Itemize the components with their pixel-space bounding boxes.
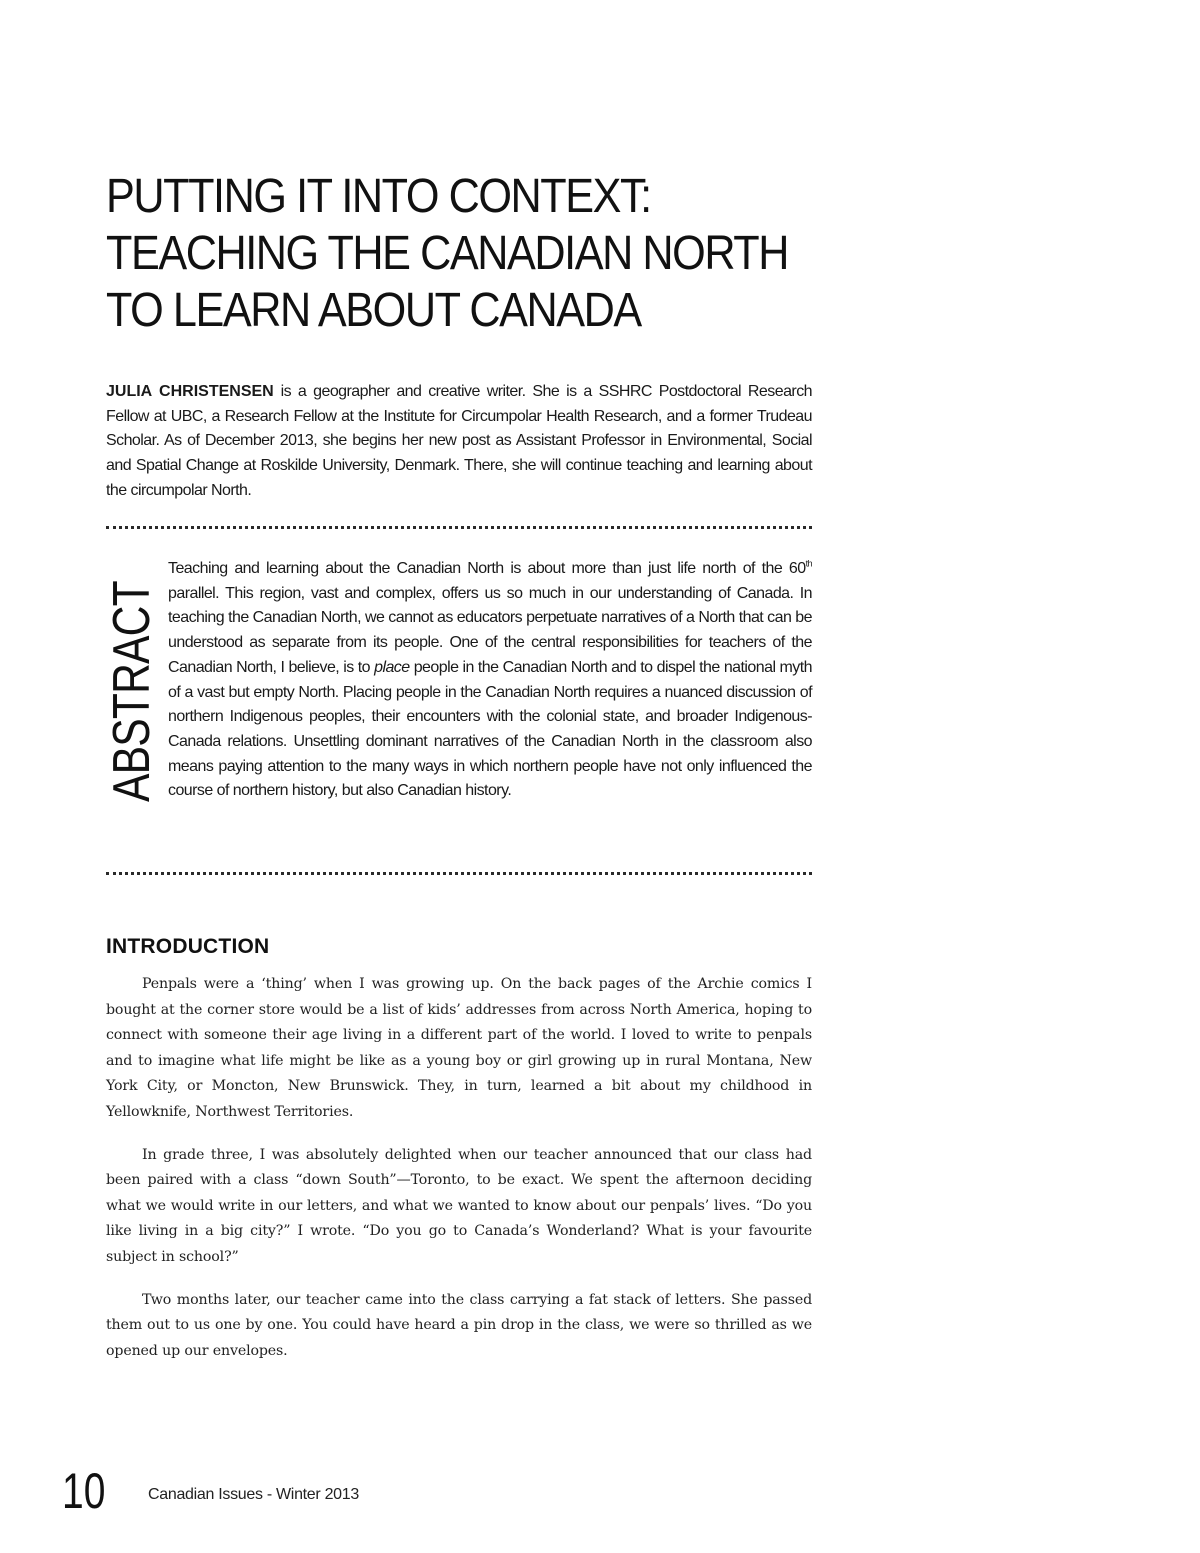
abstract-text-part-3: people in the Canadian North and to dispel the national myth of a vast but empty North. Placing people in the Canadian North requires a nuanced discussion of northern Indigenous peoples, their encounters with the colonial state, and broader Indigenous-Canada relations. Unsettling dominant narratives of the Canadian North in the classroom also means paying attention to the many ways in which northern people have not only influenced the course of northern history, but also Canadian history.	[168, 658, 812, 800]
dotted-divider-top	[106, 526, 812, 529]
abstract-superscript: th	[805, 558, 812, 569]
abstract-text-part-2: parallel. This region, vast and complex, offers us so much in our understanding of Canada. In teaching the Canadian North, we cannot as educators perpetuate narratives of a North that can be understood as separate from its people. One of the central responsibilities for teachers of the Canadian North, I believe, is to	[168, 584, 812, 676]
author-bio	[106, 380, 812, 504]
article-title	[106, 168, 789, 339]
introduction-body	[106, 972, 812, 1381]
abstract-label	[103, 562, 161, 802]
title-line-2: TEACHING THE CANADIAN NORTH	[106, 227, 789, 280]
abstract-text-part-1: Teaching and learning about the Canadian North is about more than just life north of the 60	[168, 560, 806, 577]
abstract-label-text: ABSTRACT	[103, 581, 161, 802]
title-line-1: PUTTING IT INTO CONTEXT:	[106, 170, 651, 223]
abstract-text	[168, 557, 812, 804]
author-name: JULIA CHRISTENSEN	[106, 383, 274, 400]
title-line-3: TO LEARN ABOUT CANADA	[106, 284, 641, 337]
abstract-emphasis: place	[374, 658, 410, 676]
paragraph: Penpals were a ‘thing’ when I was growing up. On the back pages of the Archie comics I bought at the corner store would be a list of kids’ addresses from across North America, hoping to connect with someone their age living in a different part of the world. I loved to write to penpals and to imagine what life might be like as a young boy or girl growing up in rural Montana, New York City, or Moncton, New Brunswick. They, in turn, learned a bit about my childhood in Yellowknife, Northwest Territories.	[106, 976, 812, 1120]
paragraph: Two months later, our teacher came into the class carrying a fat stack of letters. She passed them out to us one by one. You could have heard a pin drop in the class, we were so thrilled as we opened up our envelopes.	[106, 1291, 812, 1359]
section-heading-introduction: INTRODUCTION	[106, 935, 270, 958]
publication-name: Canadian Issues - Winter 2013	[148, 1486, 359, 1503]
paragraph: In grade three, I was absolutely delighted when our teacher announced that our class had been paired with a class “down South”—Toronto, to be exact. We spent the afternoon deciding what we would write in our letters, and what we wanted to know about our penpals’ lives. “Do you like living in a big city?” I wrote. “Do you go to Canada’s Wonderland? What is your favourite subject in school?”	[106, 1146, 812, 1265]
page-number: 10	[62, 1463, 106, 1519]
author-bio-text: is a geographer and creative writer. She is a SSHRC Postdoctoral Research Fellow at UBC, a Research Fellow at the Institute for Circumpolar Health Research, and a former Trudeau Scholar. As of December 2013, she begins her new post as Assistant Professor in Environmental, Social and Spatial Change at Roskilde University, Denmark. There, she will continue teaching and learning about the circumpolar North.	[106, 383, 812, 499]
dotted-divider-bottom	[106, 872, 812, 875]
